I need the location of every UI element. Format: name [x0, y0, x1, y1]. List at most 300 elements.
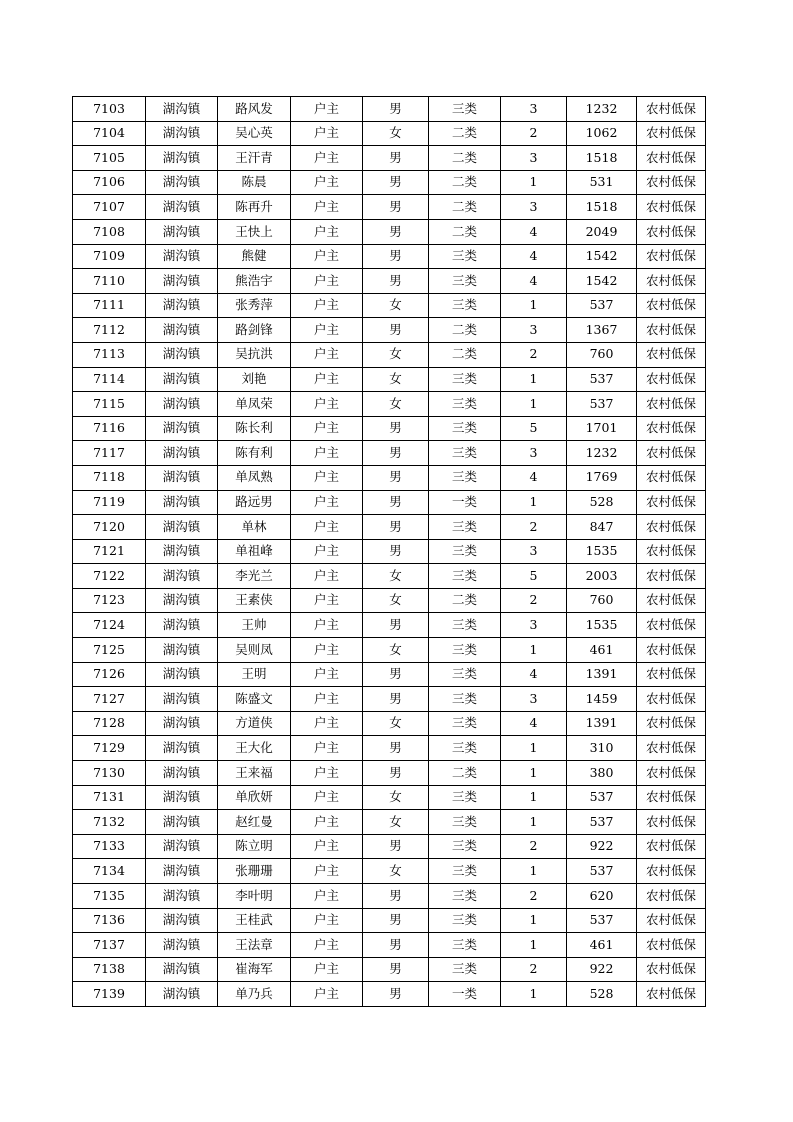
amount-cell: 847	[567, 515, 637, 540]
aid-type-cell: 农村低保	[637, 736, 706, 761]
category-cell: 三类	[429, 392, 501, 417]
relation-cell: 户主	[291, 711, 363, 736]
relation-cell: 户主	[291, 982, 363, 1007]
category-cell: 三类	[429, 638, 501, 663]
town-cell: 湖沟镇	[146, 195, 218, 220]
amount-cell: 922	[567, 957, 637, 982]
householder-name-cell: 吴抗洪	[218, 342, 291, 367]
aid-type-cell: 农村低保	[637, 810, 706, 835]
category-cell: 三类	[429, 244, 501, 269]
household-size-cell: 3	[501, 318, 567, 343]
relation-cell: 户主	[291, 269, 363, 294]
relation-cell: 户主	[291, 859, 363, 884]
relation-cell: 户主	[291, 515, 363, 540]
relation-cell: 户主	[291, 219, 363, 244]
category-cell: 二类	[429, 342, 501, 367]
category-cell: 三类	[429, 367, 501, 392]
serial-number-cell: 7108	[73, 219, 146, 244]
category-cell: 三类	[429, 933, 501, 958]
town-cell: 湖沟镇	[146, 121, 218, 146]
aid-type-cell: 农村低保	[637, 539, 706, 564]
household-size-cell: 1	[501, 293, 567, 318]
gender-cell: 女	[363, 810, 429, 835]
amount-cell: 537	[567, 392, 637, 417]
town-cell: 湖沟镇	[146, 957, 218, 982]
category-cell: 三类	[429, 416, 501, 441]
relation-cell: 户主	[291, 318, 363, 343]
amount-cell: 537	[567, 810, 637, 835]
household-size-cell: 1	[501, 490, 567, 515]
householder-name-cell: 路远男	[218, 490, 291, 515]
table-row	[73, 318, 706, 343]
household-size-cell: 1	[501, 761, 567, 786]
amount-cell: 380	[567, 761, 637, 786]
town-cell: 湖沟镇	[146, 244, 218, 269]
table-row	[73, 490, 706, 515]
town-cell: 湖沟镇	[146, 293, 218, 318]
gender-cell: 男	[363, 269, 429, 294]
relation-cell: 户主	[291, 97, 363, 122]
relation-cell: 户主	[291, 908, 363, 933]
serial-number-cell: 7114	[73, 367, 146, 392]
gender-cell: 男	[363, 97, 429, 122]
aid-type-cell: 农村低保	[637, 416, 706, 441]
town-cell: 湖沟镇	[146, 638, 218, 663]
household-size-cell: 3	[501, 97, 567, 122]
aid-type-cell: 农村低保	[637, 146, 706, 171]
householder-name-cell: 王明	[218, 662, 291, 687]
amount-cell: 922	[567, 834, 637, 859]
householder-name-cell: 陈有利	[218, 441, 291, 466]
amount-cell: 310	[567, 736, 637, 761]
gender-cell: 女	[363, 121, 429, 146]
gender-cell: 男	[363, 933, 429, 958]
table-row	[73, 244, 706, 269]
table-row	[73, 982, 706, 1007]
household-size-cell: 1	[501, 982, 567, 1007]
aid-type-cell: 农村低保	[637, 441, 706, 466]
gender-cell: 男	[363, 687, 429, 712]
household-size-cell: 1	[501, 785, 567, 810]
householder-name-cell: 单凤熟	[218, 465, 291, 490]
relation-cell: 户主	[291, 884, 363, 909]
table-row	[73, 638, 706, 663]
town-cell: 湖沟镇	[146, 269, 218, 294]
relation-cell: 户主	[291, 810, 363, 835]
aid-type-cell: 农村低保	[637, 711, 706, 736]
amount-cell: 1769	[567, 465, 637, 490]
gender-cell: 男	[363, 736, 429, 761]
household-size-cell: 3	[501, 441, 567, 466]
aid-type-cell: 农村低保	[637, 884, 706, 909]
town-cell: 湖沟镇	[146, 97, 218, 122]
table-row	[73, 834, 706, 859]
town-cell: 湖沟镇	[146, 613, 218, 638]
relation-cell: 户主	[291, 539, 363, 564]
amount-cell: 760	[567, 342, 637, 367]
town-cell: 湖沟镇	[146, 908, 218, 933]
table-row	[73, 613, 706, 638]
household-size-cell: 1	[501, 810, 567, 835]
aid-type-cell: 农村低保	[637, 170, 706, 195]
aid-type-cell: 农村低保	[637, 490, 706, 515]
town-cell: 湖沟镇	[146, 441, 218, 466]
category-cell: 二类	[429, 318, 501, 343]
amount-cell: 1391	[567, 711, 637, 736]
household-size-cell: 3	[501, 539, 567, 564]
householder-name-cell: 王帅	[218, 613, 291, 638]
gender-cell: 男	[363, 219, 429, 244]
amount-cell: 537	[567, 293, 637, 318]
category-cell: 二类	[429, 170, 501, 195]
relation-cell: 户主	[291, 146, 363, 171]
town-cell: 湖沟镇	[146, 834, 218, 859]
aid-type-cell: 农村低保	[637, 244, 706, 269]
household-size-cell: 3	[501, 687, 567, 712]
gender-cell: 女	[363, 785, 429, 810]
table-row	[73, 588, 706, 613]
gender-cell: 女	[363, 859, 429, 884]
householder-name-cell: 熊浩宇	[218, 269, 291, 294]
serial-number-cell: 7126	[73, 662, 146, 687]
gender-cell: 女	[363, 293, 429, 318]
amount-cell: 1062	[567, 121, 637, 146]
roster-table	[72, 96, 706, 1007]
town-cell: 湖沟镇	[146, 810, 218, 835]
aid-type-cell: 农村低保	[637, 662, 706, 687]
household-size-cell: 1	[501, 367, 567, 392]
serial-number-cell: 7115	[73, 392, 146, 417]
amount-cell: 537	[567, 367, 637, 392]
household-size-cell: 2	[501, 342, 567, 367]
householder-name-cell: 吴则凤	[218, 638, 291, 663]
table-row	[73, 416, 706, 441]
gender-cell: 男	[363, 490, 429, 515]
gender-cell: 男	[363, 982, 429, 1007]
householder-name-cell: 张秀萍	[218, 293, 291, 318]
aid-type-cell: 农村低保	[637, 97, 706, 122]
household-size-cell: 4	[501, 662, 567, 687]
serial-number-cell: 7120	[73, 515, 146, 540]
category-cell: 三类	[429, 564, 501, 589]
aid-type-cell: 农村低保	[637, 392, 706, 417]
serial-number-cell: 7113	[73, 342, 146, 367]
category-cell: 三类	[429, 957, 501, 982]
category-cell: 二类	[429, 219, 501, 244]
town-cell: 湖沟镇	[146, 859, 218, 884]
category-cell: 二类	[429, 121, 501, 146]
aid-type-cell: 农村低保	[637, 269, 706, 294]
household-size-cell: 3	[501, 195, 567, 220]
amount-cell: 1232	[567, 97, 637, 122]
table-row	[73, 761, 706, 786]
amount-cell: 461	[567, 638, 637, 663]
gender-cell: 男	[363, 884, 429, 909]
household-size-cell: 1	[501, 170, 567, 195]
householder-name-cell: 李叶明	[218, 884, 291, 909]
household-size-cell: 1	[501, 908, 567, 933]
aid-type-cell: 农村低保	[637, 318, 706, 343]
aid-type-cell: 农村低保	[637, 908, 706, 933]
aid-type-cell: 农村低保	[637, 613, 706, 638]
householder-name-cell: 张珊珊	[218, 859, 291, 884]
aid-type-cell: 农村低保	[637, 687, 706, 712]
table-row	[73, 97, 706, 122]
householder-name-cell: 刘艳	[218, 367, 291, 392]
serial-number-cell: 7117	[73, 441, 146, 466]
table-row	[73, 859, 706, 884]
relation-cell: 户主	[291, 342, 363, 367]
householder-name-cell: 单祖峰	[218, 539, 291, 564]
table-row	[73, 662, 706, 687]
aid-type-cell: 农村低保	[637, 859, 706, 884]
category-cell: 三类	[429, 834, 501, 859]
gender-cell: 男	[363, 146, 429, 171]
gender-cell: 男	[363, 195, 429, 220]
aid-type-cell: 农村低保	[637, 588, 706, 613]
householder-name-cell: 王素侠	[218, 588, 291, 613]
household-size-cell: 2	[501, 121, 567, 146]
category-cell: 三类	[429, 711, 501, 736]
town-cell: 湖沟镇	[146, 342, 218, 367]
aid-type-cell: 农村低保	[637, 515, 706, 540]
gender-cell: 男	[363, 465, 429, 490]
householder-name-cell: 方道侠	[218, 711, 291, 736]
aid-type-cell: 农村低保	[637, 785, 706, 810]
town-cell: 湖沟镇	[146, 515, 218, 540]
table-row	[73, 711, 706, 736]
town-cell: 湖沟镇	[146, 318, 218, 343]
town-cell: 湖沟镇	[146, 736, 218, 761]
household-size-cell: 1	[501, 859, 567, 884]
relation-cell: 户主	[291, 121, 363, 146]
serial-number-cell: 7121	[73, 539, 146, 564]
category-cell: 一类	[429, 982, 501, 1007]
table-row	[73, 687, 706, 712]
amount-cell: 1542	[567, 244, 637, 269]
gender-cell: 男	[363, 957, 429, 982]
serial-number-cell: 7137	[73, 933, 146, 958]
town-cell: 湖沟镇	[146, 982, 218, 1007]
table-row	[73, 957, 706, 982]
category-cell: 三类	[429, 687, 501, 712]
gender-cell: 男	[363, 515, 429, 540]
amount-cell: 1367	[567, 318, 637, 343]
category-cell: 三类	[429, 859, 501, 884]
relation-cell: 户主	[291, 687, 363, 712]
town-cell: 湖沟镇	[146, 662, 218, 687]
relation-cell: 户主	[291, 564, 363, 589]
gender-cell: 男	[363, 441, 429, 466]
aid-type-cell: 农村低保	[637, 342, 706, 367]
household-size-cell: 4	[501, 711, 567, 736]
gender-cell: 男	[363, 761, 429, 786]
table-row	[73, 219, 706, 244]
relation-cell: 户主	[291, 465, 363, 490]
householder-name-cell: 吴心英	[218, 121, 291, 146]
householder-name-cell: 王大化	[218, 736, 291, 761]
serial-number-cell: 7129	[73, 736, 146, 761]
town-cell: 湖沟镇	[146, 588, 218, 613]
relation-cell: 户主	[291, 416, 363, 441]
household-size-cell: 1	[501, 392, 567, 417]
householder-name-cell: 单乃兵	[218, 982, 291, 1007]
serial-number-cell: 7125	[73, 638, 146, 663]
table-row	[73, 736, 706, 761]
gender-cell: 男	[363, 834, 429, 859]
serial-number-cell: 7134	[73, 859, 146, 884]
table-row	[73, 564, 706, 589]
householder-name-cell: 王快上	[218, 219, 291, 244]
householder-name-cell: 单欣妍	[218, 785, 291, 810]
gender-cell: 男	[363, 662, 429, 687]
category-cell: 三类	[429, 736, 501, 761]
amount-cell: 620	[567, 884, 637, 909]
gender-cell: 女	[363, 392, 429, 417]
table-row	[73, 342, 706, 367]
category-cell: 三类	[429, 785, 501, 810]
household-size-cell: 2	[501, 588, 567, 613]
category-cell: 三类	[429, 97, 501, 122]
town-cell: 湖沟镇	[146, 170, 218, 195]
household-size-cell: 1	[501, 638, 567, 663]
town-cell: 湖沟镇	[146, 465, 218, 490]
household-size-cell: 1	[501, 933, 567, 958]
serial-number-cell: 7135	[73, 884, 146, 909]
town-cell: 湖沟镇	[146, 219, 218, 244]
table-row	[73, 146, 706, 171]
relation-cell: 户主	[291, 588, 363, 613]
amount-cell: 1535	[567, 613, 637, 638]
gender-cell: 男	[363, 318, 429, 343]
serial-number-cell: 7112	[73, 318, 146, 343]
householder-name-cell: 单林	[218, 515, 291, 540]
category-cell: 三类	[429, 662, 501, 687]
town-cell: 湖沟镇	[146, 539, 218, 564]
amount-cell: 531	[567, 170, 637, 195]
householder-name-cell: 崔海军	[218, 957, 291, 982]
householder-name-cell: 路剑锋	[218, 318, 291, 343]
town-cell: 湖沟镇	[146, 367, 218, 392]
gender-cell: 女	[363, 711, 429, 736]
household-size-cell: 2	[501, 515, 567, 540]
gender-cell: 男	[363, 244, 429, 269]
household-size-cell: 1	[501, 736, 567, 761]
aid-type-cell: 农村低保	[637, 293, 706, 318]
aid-type-cell: 农村低保	[637, 761, 706, 786]
serial-number-cell: 7106	[73, 170, 146, 195]
aid-type-cell: 农村低保	[637, 219, 706, 244]
category-cell: 三类	[429, 884, 501, 909]
category-cell: 三类	[429, 293, 501, 318]
householder-name-cell: 陈再升	[218, 195, 291, 220]
town-cell: 湖沟镇	[146, 687, 218, 712]
table-row	[73, 908, 706, 933]
serial-number-cell: 7127	[73, 687, 146, 712]
table-row	[73, 933, 706, 958]
relation-cell: 户主	[291, 638, 363, 663]
household-size-cell: 2	[501, 884, 567, 909]
town-cell: 湖沟镇	[146, 884, 218, 909]
relation-cell: 户主	[291, 834, 363, 859]
table-row	[73, 465, 706, 490]
category-cell: 三类	[429, 539, 501, 564]
householder-name-cell: 王来福	[218, 761, 291, 786]
amount-cell: 760	[567, 588, 637, 613]
serial-number-cell: 7111	[73, 293, 146, 318]
amount-cell: 1518	[567, 195, 637, 220]
table-row	[73, 884, 706, 909]
aid-type-cell: 农村低保	[637, 982, 706, 1007]
table-row	[73, 515, 706, 540]
category-cell: 二类	[429, 761, 501, 786]
household-size-cell: 4	[501, 219, 567, 244]
aid-type-cell: 农村低保	[637, 465, 706, 490]
serial-number-cell: 7123	[73, 588, 146, 613]
town-cell: 湖沟镇	[146, 785, 218, 810]
table-row	[73, 810, 706, 835]
serial-number-cell: 7107	[73, 195, 146, 220]
relation-cell: 户主	[291, 195, 363, 220]
town-cell: 湖沟镇	[146, 416, 218, 441]
householder-name-cell: 赵红曼	[218, 810, 291, 835]
relation-cell: 户主	[291, 293, 363, 318]
town-cell: 湖沟镇	[146, 392, 218, 417]
serial-number-cell: 7128	[73, 711, 146, 736]
table-row	[73, 367, 706, 392]
householder-name-cell: 单凤荣	[218, 392, 291, 417]
serial-number-cell: 7138	[73, 957, 146, 982]
householder-name-cell: 陈长利	[218, 416, 291, 441]
gender-cell: 男	[363, 416, 429, 441]
amount-cell: 528	[567, 982, 637, 1007]
relation-cell: 户主	[291, 761, 363, 786]
category-cell: 三类	[429, 465, 501, 490]
category-cell: 三类	[429, 269, 501, 294]
serial-number-cell: 7133	[73, 834, 146, 859]
gender-cell: 男	[363, 539, 429, 564]
serial-number-cell: 7110	[73, 269, 146, 294]
serial-number-cell: 7136	[73, 908, 146, 933]
serial-number-cell: 7139	[73, 982, 146, 1007]
serial-number-cell: 7122	[73, 564, 146, 589]
gender-cell: 女	[363, 638, 429, 663]
gender-cell: 女	[363, 367, 429, 392]
householder-name-cell: 陈晨	[218, 170, 291, 195]
aid-type-cell: 农村低保	[637, 957, 706, 982]
town-cell: 湖沟镇	[146, 711, 218, 736]
householder-name-cell: 陈盛文	[218, 687, 291, 712]
gender-cell: 男	[363, 613, 429, 638]
category-cell: 三类	[429, 441, 501, 466]
relation-cell: 户主	[291, 957, 363, 982]
amount-cell: 1518	[567, 146, 637, 171]
category-cell: 二类	[429, 146, 501, 171]
serial-number-cell: 7109	[73, 244, 146, 269]
town-cell: 湖沟镇	[146, 490, 218, 515]
householder-name-cell: 路风发	[218, 97, 291, 122]
category-cell: 二类	[429, 588, 501, 613]
serial-number-cell: 7119	[73, 490, 146, 515]
household-size-cell: 4	[501, 465, 567, 490]
serial-number-cell: 7104	[73, 121, 146, 146]
serial-number-cell: 7118	[73, 465, 146, 490]
amount-cell: 2003	[567, 564, 637, 589]
household-size-cell: 2	[501, 834, 567, 859]
householder-name-cell: 熊健	[218, 244, 291, 269]
household-size-cell: 3	[501, 613, 567, 638]
relation-cell: 户主	[291, 244, 363, 269]
